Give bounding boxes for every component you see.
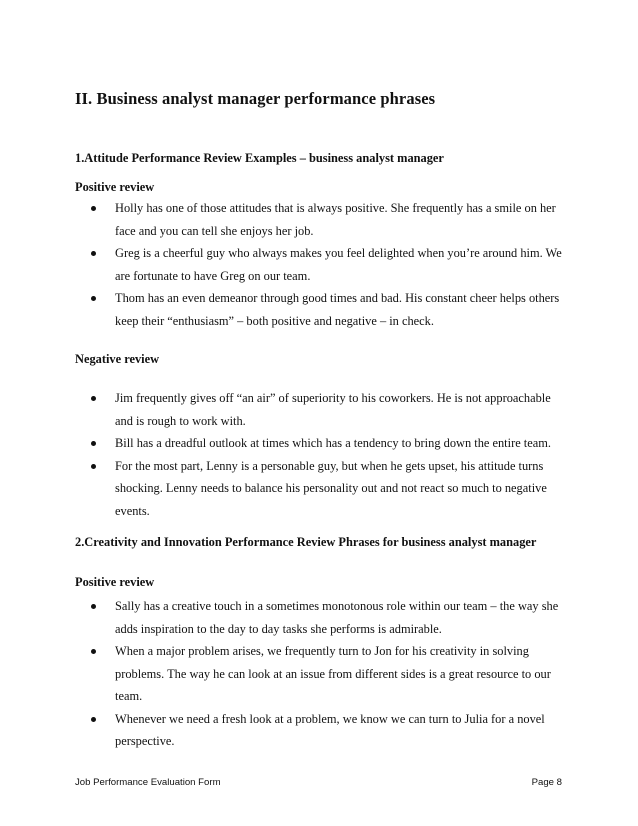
list-item-text: Holly has one of those attitudes that is always positive. She frequently has a smile on her face and you can tell she enjoys her job. <box>115 201 556 238</box>
list-item-text: For the most part, Lenny is a personable guy, but when he gets upset, his attitude turns shocking. Lenny needs to balance his personality out and not react so much to negative events. <box>115 458 547 518</box>
negative-review-label: Negative review <box>75 352 160 366</box>
list-item-text: Whenever we need a fresh look at a problem, we know we can turn to Julia for a novel perspective. <box>115 711 545 748</box>
list-item <box>90 455 570 523</box>
bullet-icon <box>91 251 96 256</box>
footer-form-title: Job Performance Evaluation Form <box>75 777 221 788</box>
list-item <box>90 708 570 753</box>
bullet-icon <box>91 649 96 654</box>
page-heading: II. Business analyst manager performance phrases <box>75 89 436 108</box>
section-heading-creativity: 2.Creativity and Innovation Performance Review Phrases for business analyst manager <box>75 535 537 549</box>
positive-review-list-1 <box>90 197 570 332</box>
section-heading-attitude: 1.Attitude Performance Review Examples – business analyst manager <box>75 151 444 165</box>
list-item <box>90 432 570 455</box>
list-item-text: Thom has an even demeanor through good times and bad. His constant cheer helps others keep their “enthusiasm” – both positive and negative – in check. <box>115 291 560 328</box>
negative-review-list <box>90 387 570 522</box>
list-item-text: Greg is a cheerful guy who always makes you feel delighted when you’re around him. We are fortunate to have Greg on our team. <box>115 246 562 283</box>
bullet-icon <box>91 464 96 469</box>
list-item <box>90 197 570 242</box>
bullet-icon <box>91 717 96 722</box>
positive-review-label-2: Positive review <box>75 575 155 589</box>
bullet-icon <box>91 206 96 211</box>
positive-review-label-1: Positive review <box>75 180 155 194</box>
list-item <box>90 387 570 432</box>
bullet-icon <box>91 396 96 401</box>
list-item <box>90 640 570 708</box>
bullet-icon <box>91 604 96 609</box>
list-item <box>90 242 570 287</box>
list-item-text: Jim frequently gives off “an air” of superiority to his coworkers. He is not approachable and is rough to work with. <box>115 391 551 428</box>
list-item-text: Sally has a creative touch in a sometimes monotonous role within our team – the way she adds inspiration to the day to day tasks she performs is admirable. <box>115 599 559 636</box>
bullet-icon <box>91 296 96 301</box>
list-item-text: When a major problem arises, we frequently turn to Jon for his creativity in solving problems. The way he can look at an issue from different sides is a great resource to our team. <box>115 644 551 703</box>
list-item-text: Bill has a dreadful outlook at times which has a tendency to bring down the entire team. <box>115 436 551 450</box>
positive-review-list-2 <box>90 595 570 753</box>
list-item <box>90 287 570 332</box>
bullet-icon <box>91 441 96 446</box>
footer-page-number: Page 8 <box>531 777 562 788</box>
list-item <box>90 595 570 640</box>
